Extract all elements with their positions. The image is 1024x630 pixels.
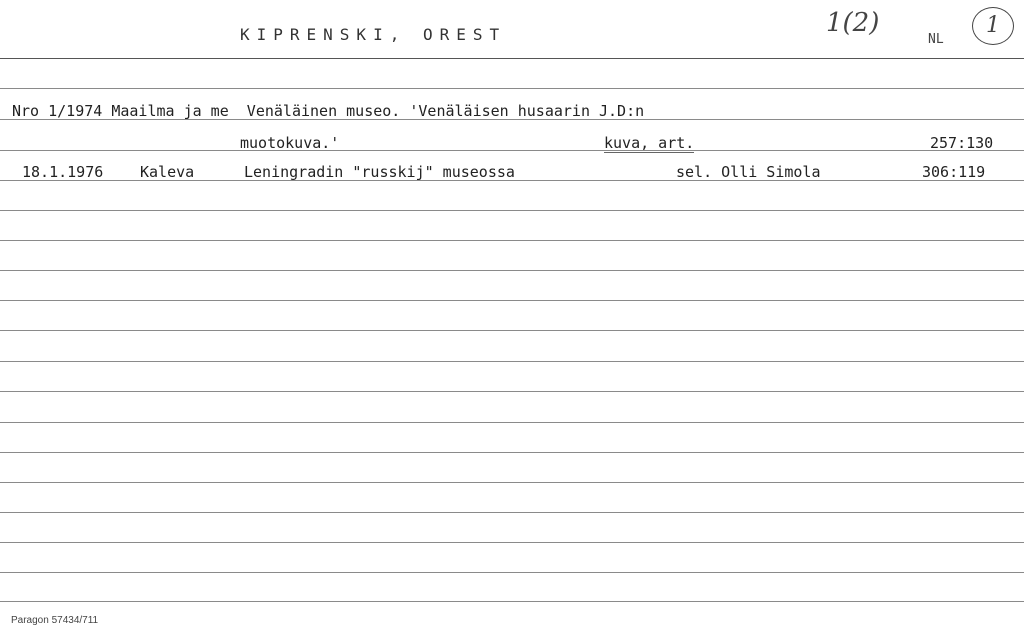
rule-line (0, 361, 1024, 362)
rule-line (0, 210, 1024, 211)
entry-1-type: kuva, art. (604, 134, 695, 152)
rule-line (0, 300, 1024, 301)
rule-line (0, 601, 1024, 602)
rule-line (0, 542, 1024, 543)
circled-number: 1 (972, 7, 1014, 45)
entry-2-ref: 306:119 (922, 163, 986, 181)
rule-line (0, 330, 1024, 331)
entry-2-title: Leningradin "russkij" museossa (244, 163, 515, 181)
entry-1-title: muotokuva.' (240, 134, 340, 152)
rule-line (0, 452, 1024, 453)
entry-2-source: Kaleva (140, 163, 195, 181)
rule-line (0, 482, 1024, 483)
rule-line (0, 240, 1024, 241)
entry-1-line-1: Nro 1/1974 Maailma ja me Venäläinen museo. 'Venäläisen husaarin J.D:n (12, 102, 645, 120)
card-number: 1(2) (826, 8, 880, 38)
collection-code: NL (928, 32, 944, 47)
entry-1-ref: 257:130 (930, 134, 994, 152)
rule-line (0, 270, 1024, 271)
card-title: KIPRENSKI, OREST (240, 25, 507, 44)
header-rule (0, 58, 1024, 59)
rule-line (0, 88, 1024, 89)
rule-line (0, 512, 1024, 513)
entry-2-date: 18.1.1976 (22, 163, 104, 181)
rule-line (0, 150, 1024, 151)
rule-line (0, 391, 1024, 392)
rule-line (0, 572, 1024, 573)
rule-line (0, 422, 1024, 423)
entry-2-note: sel. Olli Simola (676, 163, 821, 181)
print-code: Paragon 57434/711 (11, 615, 99, 626)
